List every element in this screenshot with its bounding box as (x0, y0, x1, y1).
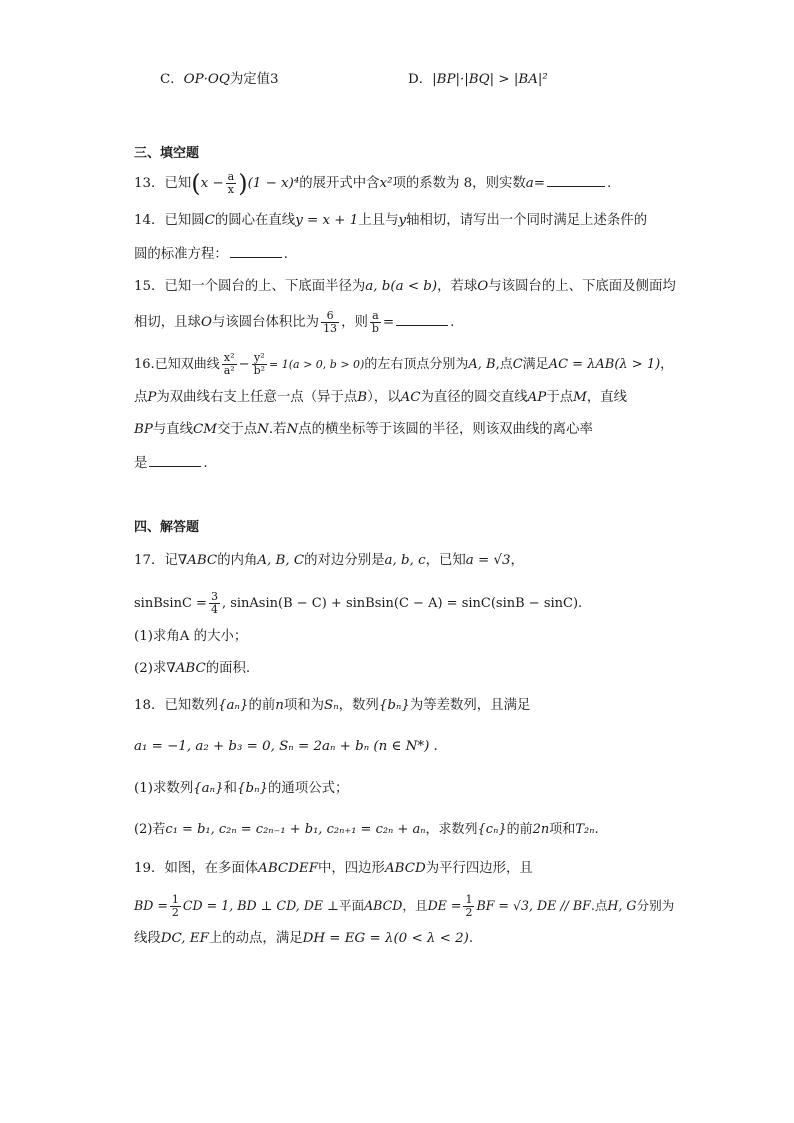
q18-text-e: 为等差数列，且满足 (409, 698, 531, 713)
q17-eq-a: sinBsinC = (134, 596, 207, 611)
q17-p2-a: (2)求 (134, 661, 167, 676)
q15-text-2b: 与该圆台体积比为 (211, 315, 320, 330)
q16-vector-eq: AC = λAB(λ > 1) (548, 357, 661, 372)
q13-term: x² (379, 176, 393, 191)
q16-text-3b: 与直线 (152, 422, 194, 437)
q16-ab: A, B (468, 357, 496, 372)
q16-y-den: b² (253, 364, 266, 377)
q18-conditions: a₁ = −1, a₂ + b₃ = 0, Sₙ = 2aₙ + bₙ (n ∈ N*) . (134, 739, 438, 754)
question-16-line-4 (134, 452, 208, 474)
q15-answer-blank[interactable] (396, 311, 448, 326)
q13-pre: 已知 (164, 176, 192, 191)
q18-p2-b: ，求数列 (425, 822, 478, 837)
q18-bn-2: {bₙ} (236, 781, 269, 796)
q13-answer-blank[interactable] (547, 172, 605, 187)
q19-text-c: 为平行四边形，且 (425, 861, 533, 876)
question-17-part-1: (1)求角A 的大小； (134, 629, 248, 644)
q18-number: 18． (134, 698, 165, 713)
q15-ratio-num: 6 (321, 310, 339, 323)
q16-text-2a: 点 (134, 390, 148, 405)
q15-ab-num: a (370, 310, 381, 323)
q18-text-c: 项和为 (283, 698, 325, 713)
q17-angles: A, B, C (257, 553, 305, 568)
q15-end: . (450, 315, 455, 330)
q14-text-c: 上且与 (358, 213, 399, 228)
question-19-line-2 (134, 894, 674, 919)
q19-plane: 平面 (338, 898, 365, 913)
question-14-line-1 (134, 211, 647, 231)
q16-condition: = 1(a > 0, b > 0) (269, 358, 365, 371)
option-c (160, 70, 279, 90)
section-heading-fill: 三、填空题 (134, 146, 200, 161)
q13-fraction (226, 171, 237, 196)
q16-text-2f: ，直线 (586, 390, 627, 405)
q17-frac-den: 4 (210, 603, 218, 616)
q16-answer-blank[interactable] (149, 452, 201, 467)
q19-eq-b: CD = 1, BD ⊥ CD, DE ⊥ (182, 898, 339, 913)
q17-text-d: ，已知 (425, 553, 466, 568)
q16-text-c: ,点 (495, 357, 513, 372)
q13-expr-b: (1 − x)⁴ (247, 176, 300, 191)
q18-text-b: 的前 (248, 698, 276, 713)
q18-p2-eq: c₁ = b₁, c₂ₙ = c₂ₙ₋₁ + b₁, c₂ₙ₊₁ = c₂ₙ + aₙ (165, 822, 426, 837)
q19-half-2-den: 2 (465, 906, 473, 919)
q16-var-n: N (257, 422, 269, 437)
q16-minus: − (238, 357, 250, 372)
q13-close-paren: ) (238, 169, 248, 198)
q17-text-b: 的内角 (217, 553, 258, 568)
q16-y-num: y² (252, 352, 267, 365)
q19-text-2d: ，且 (402, 898, 428, 913)
q19-half-1-den: 2 (171, 906, 179, 919)
q17-eq-b: , sinAsin(B − C) + sinBsin(C − A) = sinC(sinB − sinC). (221, 596, 583, 611)
question-14-line-2 (134, 243, 288, 265)
question-18-line-1 (134, 696, 530, 716)
section-heading-answer: 四、解答题 (134, 520, 200, 535)
q17-a-value: a = √3 (465, 553, 511, 568)
q18-bn: {bₙ} (378, 698, 410, 713)
q16-var-n-2: N (286, 422, 299, 437)
q18-t2n: T₂ₙ (575, 822, 595, 837)
q18-an: {aₙ} (218, 698, 249, 713)
option-d-label: D． (408, 72, 433, 87)
q17-triangle-2: ∇ABC (166, 661, 206, 676)
question-18-part-2 (134, 820, 599, 840)
q16-text-e: ， (660, 357, 674, 372)
q15-ratio (321, 310, 339, 335)
q18-p1-c: 的通项公式； (268, 781, 349, 796)
q16-text-3d: .若 (268, 422, 287, 437)
q19-half-1 (170, 894, 181, 919)
question-17-line-2 (134, 591, 582, 616)
q19-text-3a: 线段 (134, 931, 161, 946)
q16-text-2e: 于点 (546, 390, 574, 405)
q18-cn: {cₙ} (477, 822, 507, 837)
q19-half-2 (463, 894, 474, 919)
q16-var-p: P (147, 390, 157, 405)
q13-frac-den: x (227, 183, 235, 196)
q19-text-2g: .点 (590, 898, 608, 913)
q18-p1-a: (1)求数列 (134, 781, 194, 796)
q13-mid: 的展开式中含 (299, 176, 380, 191)
q14-var-c: C (204, 213, 215, 228)
question-19-line-3 (134, 929, 473, 949)
q14-text-d: 轴相切，请写出一个同时满足上述条件的 (406, 213, 648, 228)
q19-condition: DH = EG = λ(0 < λ < 2) (302, 931, 469, 946)
question-19-line-1 (134, 859, 533, 879)
option-c-text: 为定值3 (229, 72, 279, 87)
q13-var: a= (525, 176, 545, 191)
q19-hg: H, G (607, 898, 637, 913)
question-18-part-1 (134, 779, 348, 799)
q16-var-ap: AP (527, 390, 547, 405)
question-15-line-1 (134, 277, 676, 297)
q16-var-cm: CM (193, 422, 217, 437)
q18-an-2: {aₙ} (193, 781, 224, 796)
q19-bd: BD = (134, 898, 168, 913)
q14-end: . (283, 247, 288, 262)
q17-number: 17． (134, 553, 165, 568)
q16-x-den: a² (223, 364, 235, 377)
question-16-line-3 (134, 420, 593, 440)
q13-open-paren: ( (191, 169, 201, 198)
q16-text-a: 已知双曲线 (154, 357, 220, 372)
question-17-line-1 (134, 551, 524, 571)
q14-line2: 圆的标准方程： (134, 247, 228, 262)
question-13 (134, 171, 611, 196)
q19-eq-f: BF = √3, DE // BF (476, 898, 591, 913)
q16-text-2d: 为直径的圆交直线 (420, 390, 528, 405)
q16-number: 16. (134, 357, 155, 372)
q13-post: 项的系数为 8，则实数 (392, 176, 526, 191)
q16-text-2b: 为双曲线右支上任意一点（异于点 (156, 390, 358, 405)
q16-text-3e: 点的横坐标等于该圆的半径，则该双曲线的离心率 (298, 422, 593, 437)
q16-var-c: C (512, 357, 523, 372)
q19-text-a: 如图，在多面体 (164, 861, 259, 876)
q17-fraction (209, 591, 220, 616)
q18-text-a: 已知数列 (164, 698, 218, 713)
q16-end: . (203, 456, 208, 471)
q18-2n: 2n (532, 822, 550, 837)
q15-text-b: ，若球 (437, 279, 478, 294)
q19-text-2h: 分别为 (636, 898, 675, 913)
q15-text-2c: ，则 (341, 315, 368, 330)
q19-text-3b: 上的动点，满足 (208, 931, 303, 946)
q16-text-d: 满足 (522, 357, 549, 372)
q14-line-eq: y = x + 1 (295, 213, 359, 228)
question-17-part-2 (134, 659, 250, 679)
q17-text-a: 记 (164, 553, 178, 568)
q15-ab-fraction (370, 310, 381, 335)
option-c-label: C． (160, 72, 184, 87)
q15-equals: = (382, 315, 395, 330)
option-c-math: OP·OQ (183, 72, 230, 87)
q18-p2-a: (2)若 (134, 822, 166, 837)
q19-half-2-num: 1 (465, 893, 473, 906)
option-d-math: |BP|·|BQ| > |BA|² (432, 72, 548, 87)
q17-triangle: ∇ABC (177, 553, 218, 568)
q17-sides: a, b, c (384, 553, 426, 568)
q15-ratio-den: 13 (323, 322, 338, 335)
q19-text-b: 中，四边形 (317, 861, 385, 876)
q14-var-y: y (398, 213, 407, 228)
question-18-line-2 (134, 737, 438, 757)
q14-answer-blank[interactable] (230, 243, 282, 258)
q19-segments: DC, EF (160, 931, 209, 946)
q14-text-a: 已知圆 (164, 213, 205, 228)
q19-polyhedron: ABCDEF (258, 861, 318, 876)
q18-var-n: n (275, 698, 284, 713)
q16-var-m: M (573, 390, 587, 405)
q16-text-3c: 交于点 (217, 422, 258, 437)
q15-text-a: 已知一个圆台的上、下底面半径为 (164, 279, 366, 294)
question-16-line-2 (134, 388, 627, 408)
q16-text-2c: ），以 (367, 390, 401, 405)
q18-p2-d: 项和 (549, 822, 576, 837)
q19-quad-2: ABCD (364, 898, 403, 913)
q13-frac-num: a (227, 170, 235, 183)
q17-p2-b: 的面积. (205, 661, 251, 676)
q15-radii: a, b(a < b) (365, 279, 438, 294)
q13-number: 13． (134, 176, 165, 191)
q19-half-1-num: 1 (171, 893, 179, 906)
option-d (408, 70, 548, 90)
question-16-line-1 (134, 352, 673, 377)
q16-bp: BP (134, 422, 153, 437)
q15-text-2a: 相切，且球 (134, 315, 201, 330)
q13-expr-a: x − (200, 176, 224, 191)
q15-var-o: O (477, 279, 489, 294)
q16-var-b: B (357, 390, 368, 405)
q18-p2-e: . (594, 822, 599, 837)
q16-var-ac: AC (400, 390, 421, 405)
q13-end: . (606, 176, 612, 191)
q19-end: . (468, 931, 474, 946)
q14-number: 14． (134, 213, 165, 228)
q18-sn: Sₙ (324, 698, 339, 713)
q14-text-b: 的圆心在直线 (214, 213, 296, 228)
q18-p1-b: 和 (223, 781, 237, 796)
q17-frac-num: 3 (210, 590, 218, 603)
q19-de: DE = (427, 898, 462, 913)
q15-ab-den: b (371, 322, 379, 335)
q15-text-c: 与该圆台的上、下底面及侧面均 (488, 279, 676, 294)
q19-number: 19． (134, 861, 165, 876)
q15-number: 15． (134, 279, 165, 294)
q19-quad: ABCD (384, 861, 426, 876)
q16-x-fraction (222, 352, 237, 377)
q16-text-b: 的左右顶点分别为 (364, 357, 469, 372)
q17-text-c: 的对边分别是 (304, 553, 385, 568)
q18-text-d: ，数列 (338, 698, 379, 713)
q16-x-num: x² (222, 352, 237, 365)
q16-text-4: 是 (134, 456, 148, 471)
q18-p2-c: 的前 (506, 822, 533, 837)
q15-var-o-2: O (200, 315, 212, 330)
q17-text-e: ， (510, 553, 524, 568)
question-15-line-2 (134, 310, 454, 335)
q16-y-fraction (252, 352, 267, 377)
